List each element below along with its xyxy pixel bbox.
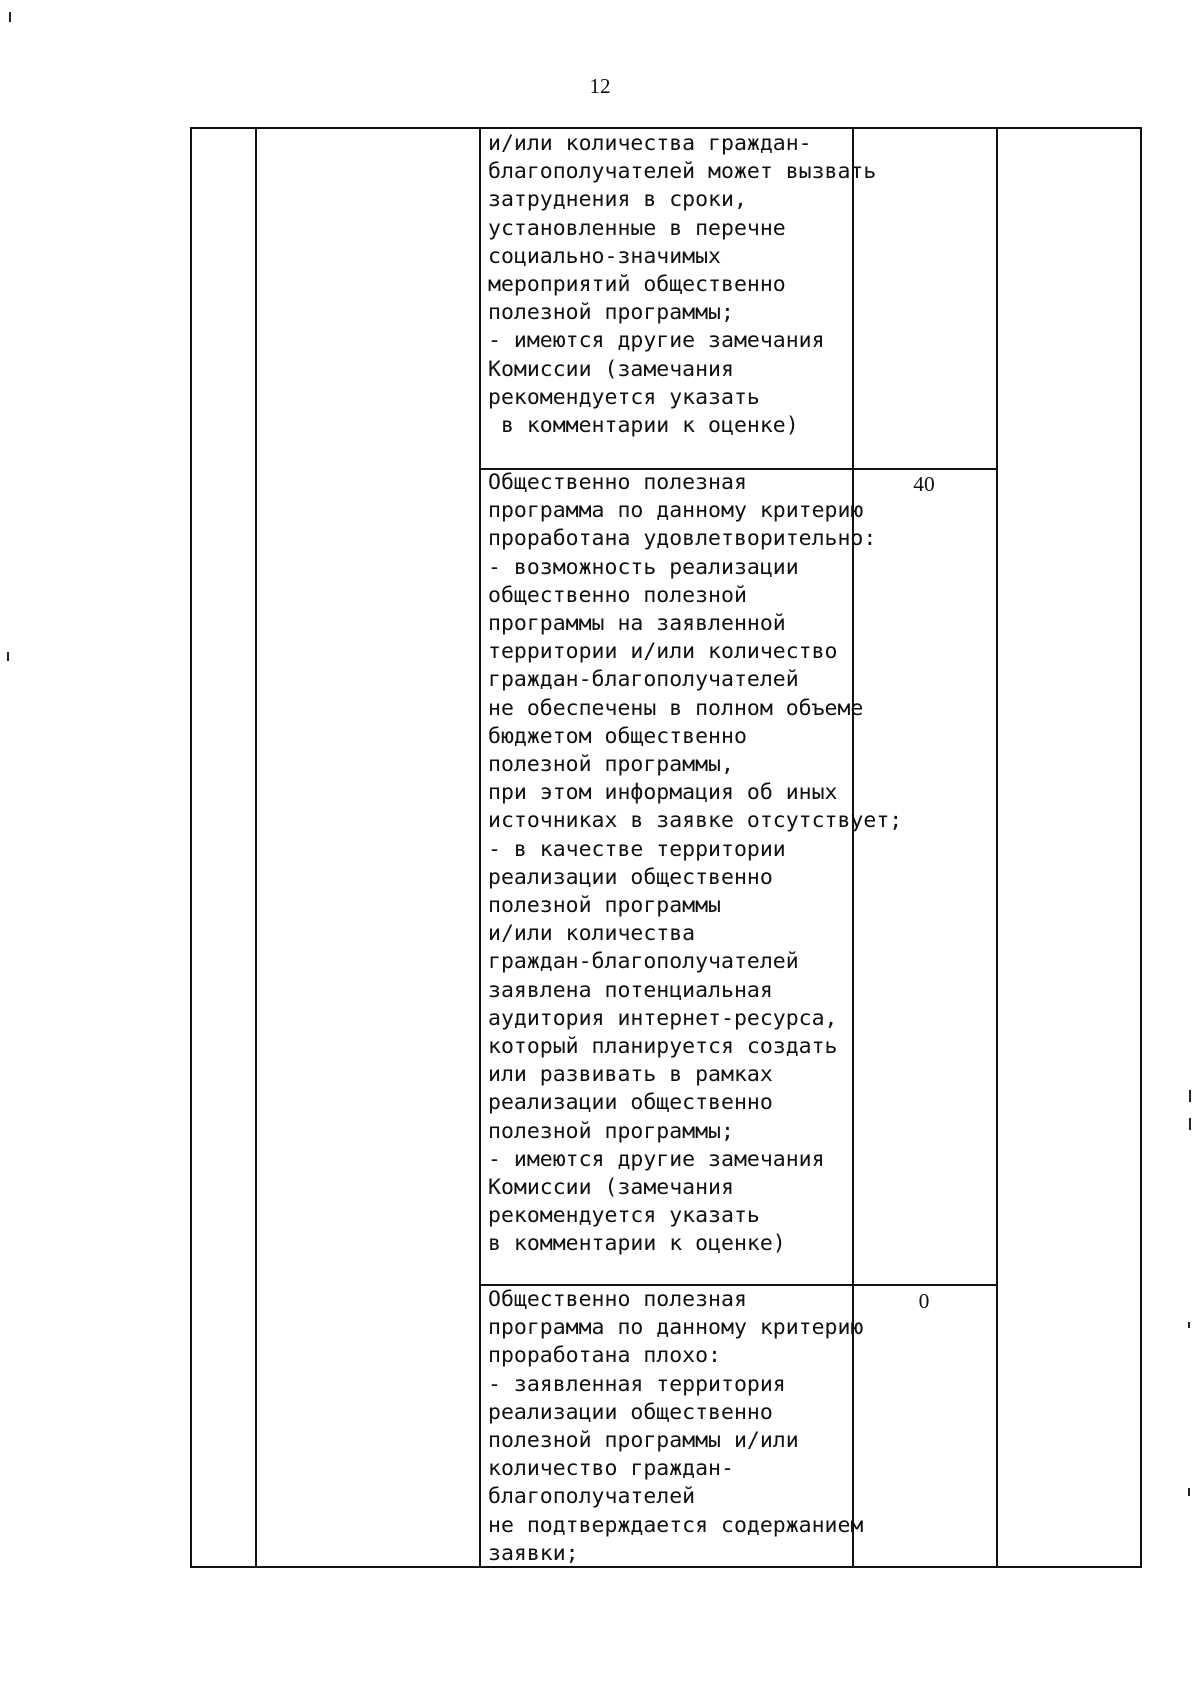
description-line: полезной программы и/или <box>488 1428 799 1454</box>
description-line: граждан-благополучателей <box>488 667 799 693</box>
scan-mark <box>1188 1322 1190 1328</box>
description-line: реализации общественно <box>488 1399 773 1425</box>
description-line: мероприятий общественно <box>488 272 786 298</box>
description-line: заявки; <box>488 1540 579 1566</box>
page-number: 12 <box>589 74 611 98</box>
description-line: - возможность реализации <box>488 554 799 580</box>
criterion-description <box>488 1286 864 1568</box>
description-line: Общественно полезная <box>488 1287 747 1312</box>
description-line: полезной программы; <box>488 1118 734 1144</box>
scan-mark <box>1189 1090 1191 1102</box>
description-line: затруднения в сроки, <box>488 187 747 213</box>
description-line: источниках в заявке отсутствует; <box>488 808 903 834</box>
description-line: полезной программы; <box>488 300 734 326</box>
description-line: при этом информация об иных <box>488 780 838 806</box>
criterion-description <box>488 469 903 1259</box>
table-column-divider <box>996 128 998 1568</box>
description-line: проработана плохо: <box>488 1343 721 1369</box>
scan-mark <box>1188 1488 1190 1496</box>
description-line: Общественно полезная <box>488 470 747 495</box>
description-line: общественно полезной <box>488 582 747 608</box>
description-line: граждан-благополучателей <box>488 949 799 975</box>
table-column-divider <box>479 128 481 1568</box>
description-line: реализации общественно <box>488 864 773 890</box>
scan-mark <box>9 12 11 22</box>
description-line: благополучателей <box>488 1484 696 1510</box>
scan-mark <box>1189 1118 1191 1130</box>
description-line: территории и/или количество <box>488 639 838 665</box>
score-value: 40 <box>913 472 935 496</box>
description-line: полезной программы <box>488 893 721 919</box>
scan-mark <box>7 652 9 661</box>
description-line: проработана удовлетворительно: <box>488 526 877 552</box>
description-line: - заявленная территория <box>488 1371 786 1397</box>
table-border-left <box>190 128 192 1568</box>
description-line: в комментарии к оценке) <box>488 1231 786 1257</box>
description-line: который планируется создать <box>488 1034 838 1060</box>
description-line: заявлена потенциальная <box>488 977 773 1003</box>
description-line: и/или количества <box>488 921 696 947</box>
score-value: 0 <box>918 1289 930 1313</box>
description-line: установленные в перечне <box>488 215 786 241</box>
description-line: - имеются другие замечания <box>488 1146 825 1172</box>
table-border-right <box>1140 128 1142 1568</box>
description-line: бюджетом общественно <box>488 723 747 749</box>
description-line: не обеспечены в полном объеме <box>488 695 864 721</box>
description-line: Комиссии (замечания <box>488 356 734 382</box>
description-line: - в качестве территории <box>488 836 786 862</box>
description-line: рекомендуется указать <box>488 384 760 410</box>
description-line: - имеются другие замечания <box>488 328 825 354</box>
description-line: программа по данному критерию <box>488 1315 864 1341</box>
description-line: программы на заявленной <box>488 611 786 637</box>
table-column-divider <box>255 128 257 1568</box>
description-line: количество граждан- <box>488 1456 734 1482</box>
description-line: социально-значимых <box>488 243 721 269</box>
description-line: не подтверждается содержанием <box>488 1512 864 1538</box>
description-line: Комиссии (замечания <box>488 1175 734 1201</box>
description-line: в комментарии к оценке) <box>488 413 799 439</box>
description-line: благополучателей может вызвать <box>488 159 877 185</box>
description-line: реализации общественно <box>488 1090 773 1116</box>
criterion-description <box>488 130 877 440</box>
description-line: или развивать в рамках <box>488 1062 773 1088</box>
description-line: программа по данному критерию <box>488 498 864 524</box>
description-line: аудитория интернет-ресурса, <box>488 1005 838 1031</box>
description-line: рекомендуется указать <box>488 1203 760 1229</box>
table-border-top <box>190 127 1142 129</box>
description-line: полезной программы, <box>488 752 734 778</box>
description-line: и/или количества граждан- <box>488 131 812 156</box>
